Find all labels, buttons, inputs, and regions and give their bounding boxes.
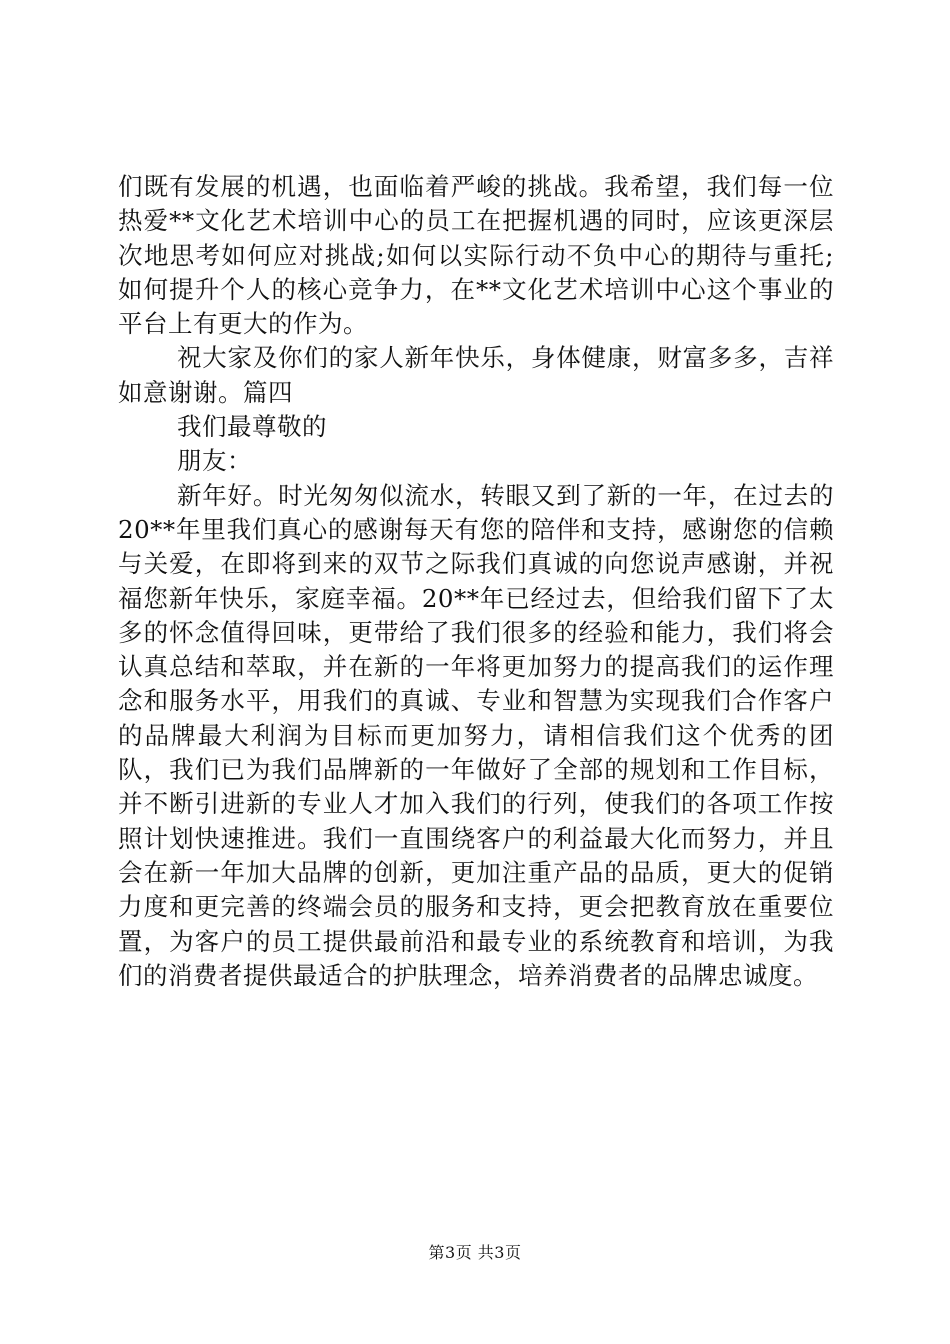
paragraph-friends: 朋友： [177,446,252,476]
paragraph-continuation: 们既有发展的机遇，也面临着严峻的挑战。我希望，我们每一位热爱**文化艺术培训中心的员工在把握机遇的同时，应该更深层次地思考如何应对挑战;如何以实际行动不负中心的期待与重托;如何提升个人的核心竞争力，在**文化艺术培训中心这个事业的平台上有更大的作为。 [118,172,834,339]
document-body [118,170,834,993]
page-footer: 第3页 共3页 [428,1243,522,1262]
paragraph-wishes: 祝大家及你们的家人新年快乐，身体健康，财富多多，吉祥如意谢谢。篇四 [118,343,834,407]
paragraph-salutation: 我们最尊敬的 [177,412,327,442]
paragraph-new-year-letter: 新年好。时光匆匆似流水，转眼又到了新的一年，在过去的20**年里我们真心的感谢每天有您的陪伴和支持，感谢您的信赖与关爱，在即将到来的双节之际我们真诚的向您说声感谢，并祝福您新年快乐，家庭幸福。20**年已经过去，但给我们留下了太多的怀念值得回味，更带给了我们很多的经验和能力，我们将会认真总结和萃取，并在新的一年将更加努力的提高我们的运作理念和服务水平，用我们的真诚、专业和智慧为实现我们合作客户的品牌最大利润为目标而更加努力，请相信我们这个优秀的团队，我们已为我们品牌新的一年做好了全部的规划和工作目标，并不断引进新的专业人才加入我们的行列，使我们的各项工作按照计划快速推进。我们一直围绕客户的利益最大化而努力，并且会在新一年加大品牌的创新，更加注重产品的品质，更大的促销力度和更完善的终端会员的服务和支持，更会把教育放在重要位置，为客户的员工提供最前沿和最专业的系统教育和培训，为我们的消费者提供最适合的护肤理念，培养消费者的品牌忠诚度。 [118,480,834,990]
